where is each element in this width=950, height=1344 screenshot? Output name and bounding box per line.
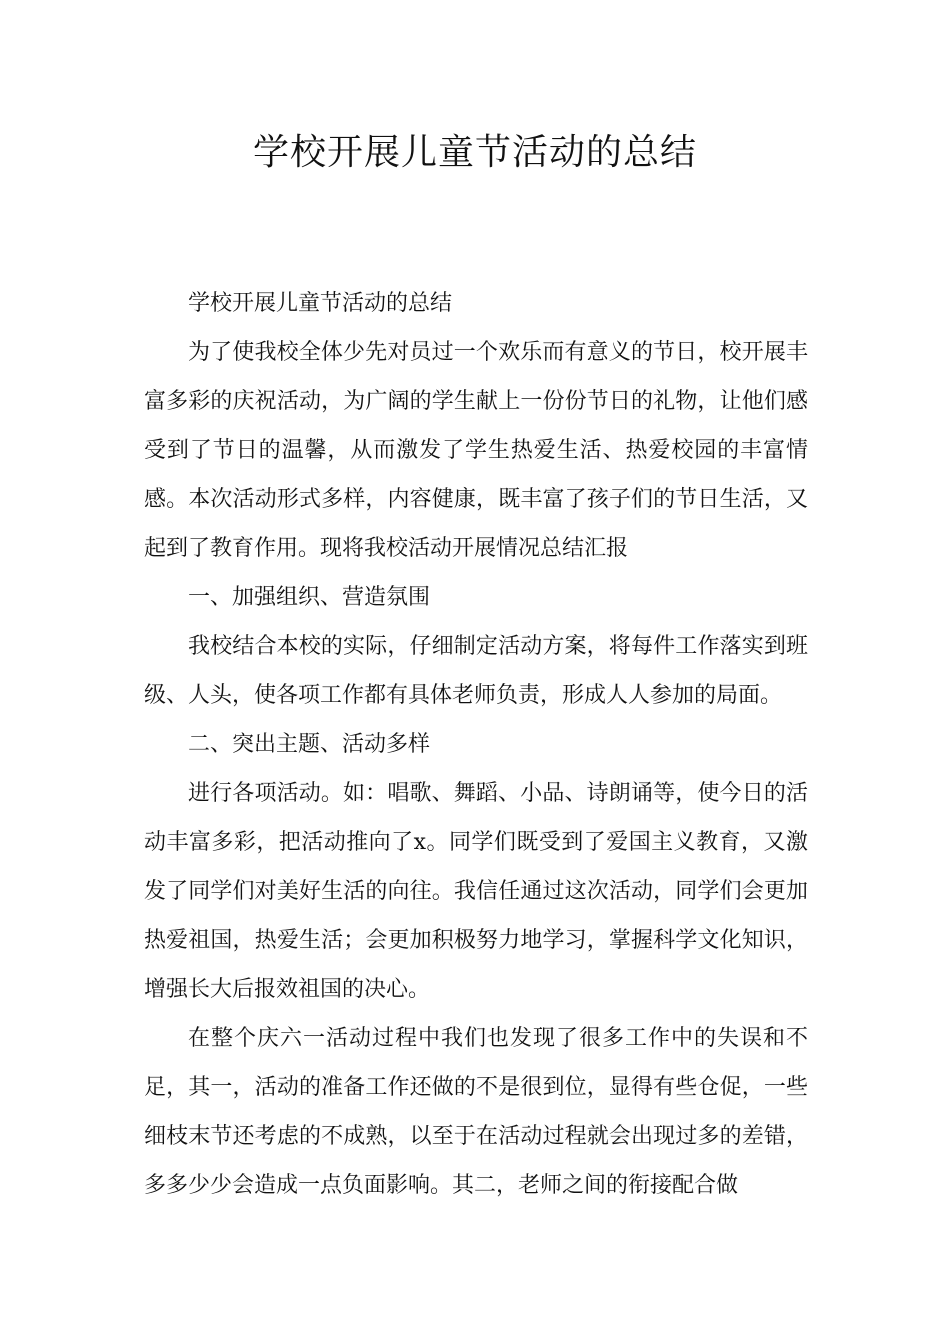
paragraph-intro: 为了使我校全体少先对员过一个欢乐而有意义的节日，校开展丰富多彩的庆祝活动，为广阔的学生献上一份份节日的礼物，让他们感受到了节日的温馨，从而激发了学生热爱生活、热爱校园的丰富情感。本次活动形式多样，内容健康，既丰富了孩子们的节日生活，又起到了教育作用。现将我校活动开展情况总结汇报 xyxy=(144,340,808,561)
paragraph-organization: 我校结合本校的实际，仔细制定活动方案，将每件工作落实到班级、人头，使各项工作都有具体老师负责，形成人人参加的局面。 xyxy=(144,634,808,708)
paragraph-activities: 进行各项活动。如：唱歌、舞蹈、小品、诗朗诵等，使今日的活动丰富多彩，把活动推向了x。同学们既受到了爱国主义教育，又激发了同学们对美好生活的向往。我信任通过这次活动，同学们会更加热爱祖国，热爱生活；会更加积极努力地学习，掌握科学文化知识，增强长大后报效祖国的决心。 xyxy=(144,781,808,1002)
document-body xyxy=(144,279,808,1210)
section-heading-1: 一、加强组织、营造氛围 xyxy=(188,585,431,610)
paragraph-shortcomings: 在整个庆六一活动过程中我们也发现了很多工作中的失误和不足，其一，活动的准备工作还做的不是很到位，显得有些仓促，一些细枝末节还考虑的不成熟，以至于在活动过程就会出现过多的差错，多多少少会造成一点负面影响。其二，老师之间的衔接配合做 xyxy=(144,1026,808,1198)
document-title: 学校开展儿童节活动的总结 xyxy=(252,132,697,173)
paragraph-heading: 学校开展儿童节活动的总结 xyxy=(188,291,453,316)
section-heading-2: 二、突出主题、活动多样 xyxy=(188,732,431,757)
